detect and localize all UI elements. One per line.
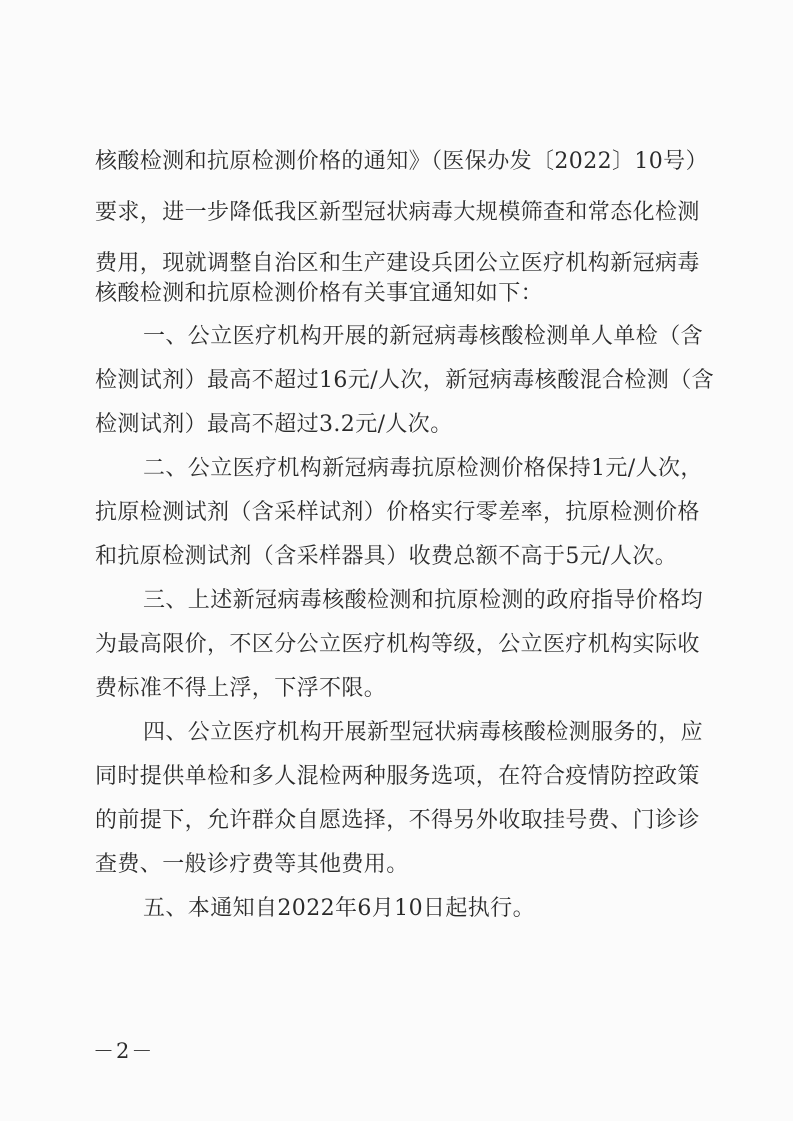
paragraph-item-5: 五、本通知自2022年6月10日起执行。: [143, 896, 535, 921]
text-line: 的前提下，允许群众自愿选择，不得另外收取挂号费、门诊诊: [95, 808, 700, 833]
text-line: 查费、一般诊疗费等其他费用。: [95, 852, 409, 877]
text-line: 核酸检测和抗原检测价格有关事宜通知如下：: [95, 281, 544, 306]
text-line: 费标准不得上浮，下浮不限。: [95, 676, 387, 701]
text-line: 抗原检测试剂（含采样试剂）价格实行零差率，抗原检测价格: [95, 500, 700, 525]
text-line: 为最高限价，不区分公立医疗机构等级，公立医疗机构实际收: [95, 632, 700, 657]
paragraph-item-4: 四、公立医疗机构开展新型冠状病毒核酸检测服务的，应: [143, 720, 704, 745]
paragraph-item-1: 一、公立医疗机构开展的新冠病毒核酸检测单人单检（含: [143, 324, 704, 349]
paragraph-item-2: 二、公立医疗机构新冠病毒抗原检测价格保持1元/人次，: [143, 456, 703, 481]
text-line: 检测试剂）最高不超过3.2元/人次。: [95, 412, 453, 437]
text-line: 同时提供单检和多人混检两种服务选项，在符合疫情防控政策: [95, 764, 700, 789]
text-line: 费用，现就调整自治区和生产建设兵团公立医疗机构新冠病毒: [95, 251, 700, 276]
text-line: 和抗原检测试剂（含采样器具）收费总额不高于5元/人次。: [95, 544, 678, 569]
text-line: 要求，进一步降低我区新型冠状病毒大规模筛查和常态化检测: [95, 200, 700, 225]
paragraph-item-3: 三、上述新冠病毒核酸检测和抗原检测的政府指导价格均: [143, 588, 704, 613]
text-line: 检测试剂）最高不超过16元/人次，新冠病毒核酸混合检测（含: [95, 368, 715, 393]
text-line: 核酸检测和抗原检测价格的通知》（医保办发〔2022〕10号）: [95, 149, 708, 174]
page-number: －2－: [93, 1039, 155, 1063]
